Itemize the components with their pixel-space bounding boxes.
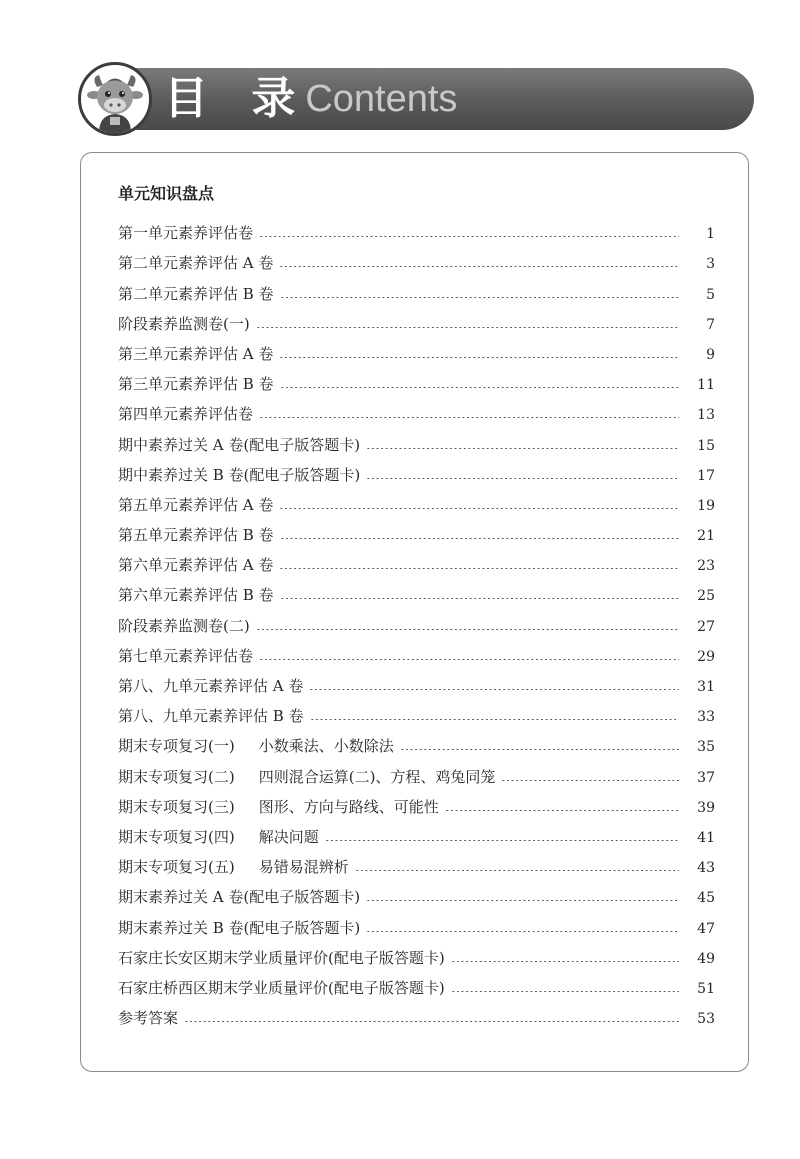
toc-entry[interactable] [118, 302, 715, 332]
toc-entry-title: 期末专项复习(五) [118, 858, 235, 877]
toc-entry-title: 期中素养过关 A 卷(配电子版答题卡) [118, 435, 361, 454]
dot-leader [184, 1021, 679, 1022]
toc-entry-subtitle: 解决问题 [258, 827, 319, 846]
toc-entry-title: 第八、九单元素养评估 A 卷 [118, 677, 304, 695]
toc-entry-page: 21 [697, 528, 715, 545]
cow-mascot-icon [78, 62, 152, 136]
toc-entry-title: 第二单元素养评估 A 卷 [118, 254, 274, 273]
toc-entry[interactable] [118, 754, 715, 784]
toc-entry-subtitle: 易错易混辨析 [258, 858, 349, 877]
toc-entry-page: 37 [697, 769, 715, 786]
title-english: Contents [305, 78, 458, 120]
toc-entry[interactable] [118, 996, 715, 1026]
toc-entry[interactable] [118, 392, 715, 422]
toc-entry-title: 第三单元素养评估 B 卷 [118, 375, 274, 394]
toc-entry-page: 19 [697, 497, 715, 514]
dot-leader [451, 961, 679, 962]
dot-leader [280, 387, 679, 388]
toc-entry[interactable] [118, 241, 715, 271]
toc-entry-title: 第五单元素养评估 B 卷 [118, 526, 274, 545]
dot-leader [355, 870, 679, 871]
toc-entry[interactable] [118, 845, 715, 875]
toc-entry-page: 33 [697, 709, 715, 726]
toc-entry[interactable] [118, 211, 715, 241]
toc-entry-title: 期末专项复习(二) [118, 767, 235, 786]
toc-entry-page: 31 [697, 679, 715, 695]
toc-entry-page: 43 [697, 860, 715, 877]
title-chinese: 目 录 [164, 73, 310, 124]
toc-entry[interactable] [118, 573, 715, 603]
toc-entry-subtitle: 小数乘法、小数除法 [258, 737, 394, 756]
toc-entry-title: 石家庄长安区期末学业质量评价(配电子版答题卡) [118, 948, 445, 967]
dot-leader [501, 780, 679, 781]
toc-entry-title: 期末专项复习(一) [118, 737, 235, 756]
toc-entry-title: 期末专项复习(四) [118, 827, 235, 846]
section-heading: 单元知识盘点 [118, 184, 215, 203]
toc-entry[interactable] [118, 603, 715, 633]
toc-entry-page: 27 [697, 618, 715, 635]
toc-entry-page: 35 [697, 739, 715, 756]
dot-leader [280, 297, 679, 298]
dot-leader [445, 810, 679, 811]
toc-entry-title: 第五单元素养评估 A 卷 [118, 495, 274, 514]
dot-leader [366, 931, 679, 932]
toc-entry[interactable] [118, 785, 715, 815]
toc-entry-page: 41 [697, 829, 715, 846]
toc-entry-page: 3 [706, 256, 715, 273]
toc-entry[interactable] [118, 724, 715, 754]
toc-entry[interactable] [118, 815, 715, 845]
toc-entry-title: 第二单元素养评估 B 卷 [118, 284, 274, 303]
dot-leader [451, 991, 679, 992]
dot-leader [310, 719, 679, 720]
toc-list [118, 211, 715, 1026]
toc-entry[interactable] [118, 422, 715, 452]
toc-entry-page: 53 [697, 1011, 715, 1028]
dot-leader [256, 629, 679, 630]
toc-entry-title: 阶段素养监测卷(二) [118, 616, 250, 635]
dot-leader [366, 448, 679, 449]
dot-leader [279, 568, 679, 569]
toc-entry-page: 29 [697, 648, 715, 665]
dot-leader [366, 900, 679, 901]
toc-entry-title: 石家庄桥西区期末学业质量评价(配电子版答题卡) [118, 978, 445, 997]
dot-leader [256, 327, 679, 328]
toc-entry-page: 17 [697, 467, 715, 484]
toc-entry-title: 第一单元素养评估卷 [118, 224, 254, 243]
toc-entry-title: 第七单元素养评估卷 [118, 646, 254, 665]
toc-entry-page: 49 [697, 950, 715, 967]
toc-entry-title: 期末素养过关 A 卷(配电子版答题卡) [118, 888, 361, 907]
toc-entry-title: 第三单元素养评估 A 卷 [118, 344, 274, 363]
toc-entry[interactable] [118, 483, 715, 513]
dot-leader [259, 417, 679, 418]
toc-entry[interactable] [118, 513, 715, 543]
toc-entry-title: 期中素养过关 B 卷(配电子版答题卡) [118, 465, 361, 484]
toc-entry-subtitle: 四则混合运算(二)、方程、鸡兔同笼 [258, 767, 496, 786]
toc-entry[interactable] [118, 936, 715, 966]
dot-leader [280, 598, 679, 599]
toc-entry[interactable] [118, 362, 715, 392]
toc-entry-title: 参考答案 [118, 1009, 179, 1028]
toc-entry[interactable] [118, 694, 715, 724]
toc-entry-title: 期末素养过关 B 卷(配电子版答题卡) [118, 918, 361, 937]
toc-entry[interactable] [118, 271, 715, 301]
toc-entry-subtitle: 图形、方向与路线、可能性 [258, 797, 439, 816]
dot-leader [279, 357, 679, 358]
dot-leader [400, 749, 679, 750]
toc-entry-page: 45 [697, 890, 715, 907]
dot-leader [309, 689, 679, 690]
toc-entry-page: 23 [697, 558, 715, 575]
toc-entry-page: 13 [697, 407, 715, 424]
toc-entry-page: 39 [697, 799, 715, 816]
dot-leader [279, 508, 679, 509]
header-banner [78, 62, 754, 136]
toc-entry-page: 51 [697, 980, 715, 997]
toc-entry-page: 7 [706, 316, 715, 333]
toc-entry-page: 5 [706, 286, 715, 303]
toc-entry-page: 11 [697, 377, 715, 394]
toc-entry[interactable] [118, 543, 715, 573]
toc-entry[interactable] [118, 905, 715, 935]
toc-entry-title: 第六单元素养评估 A 卷 [118, 556, 274, 575]
toc-entry-page: 25 [697, 588, 715, 605]
toc-entry-title: 期末专项复习(三) [118, 797, 235, 816]
dot-leader [325, 840, 679, 841]
toc-entry[interactable] [118, 453, 715, 483]
toc-entry[interactable] [118, 875, 715, 905]
page-title [164, 70, 457, 128]
toc-entry-title: 第四单元素养评估卷 [118, 405, 254, 424]
toc-entry-page: 47 [697, 920, 715, 937]
toc-entry[interactable] [118, 664, 715, 694]
dot-leader [259, 236, 679, 237]
dot-leader [280, 538, 679, 539]
toc-entry[interactable] [118, 332, 715, 362]
toc-entry-title: 第八、九单元素养评估 B 卷 [118, 707, 304, 726]
toc-entry-title: 阶段素养监测卷(一) [118, 314, 250, 333]
dot-leader [366, 478, 679, 479]
toc-entry[interactable] [118, 634, 715, 664]
toc-entry-page: 15 [697, 437, 715, 454]
dot-leader [259, 659, 679, 660]
toc-entry-page: 9 [706, 346, 715, 363]
toc-entry[interactable] [118, 966, 715, 996]
dot-leader [279, 266, 679, 267]
toc-entry-page: 1 [706, 226, 715, 243]
toc-entry-title: 第六单元素养评估 B 卷 [118, 586, 274, 605]
toc-panel [80, 152, 749, 1072]
